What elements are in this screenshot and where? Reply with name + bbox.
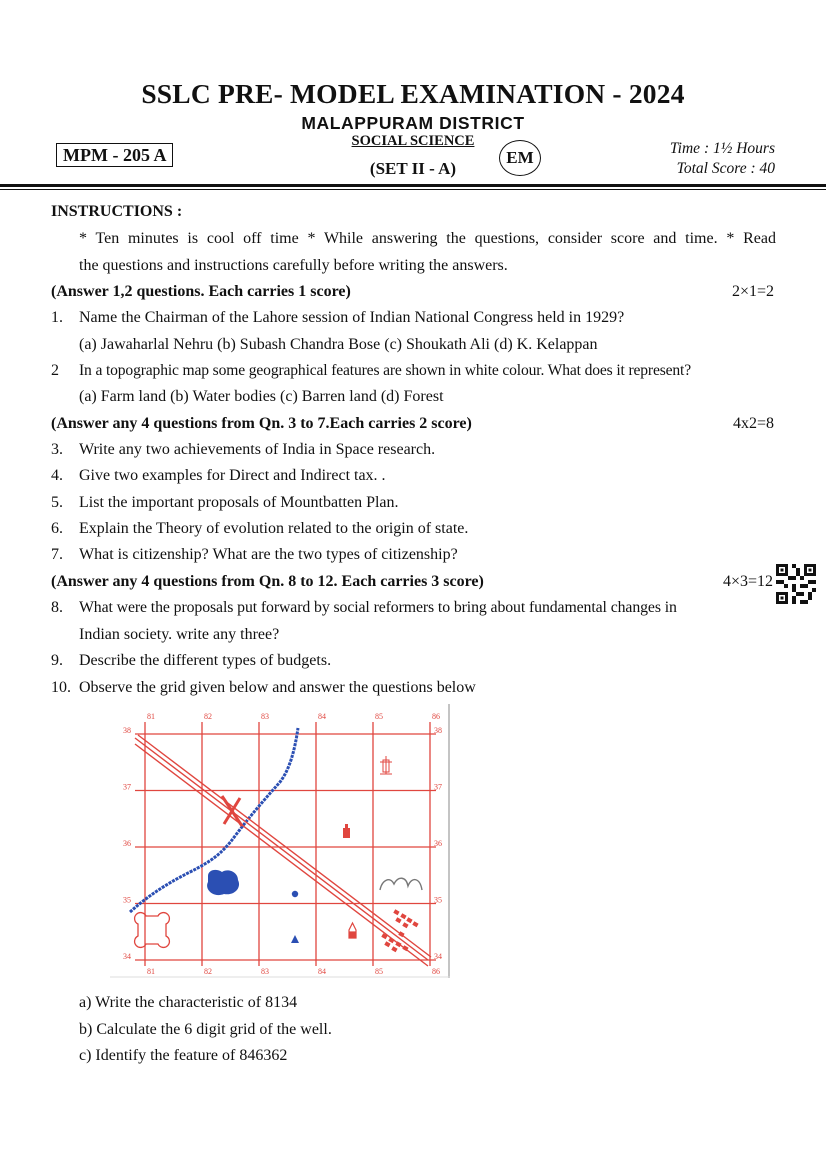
question-number: 3. (51, 441, 63, 458)
instructions-line-1: * Ten minutes is cool off time * While answering the questions, consider score and time. * Read (79, 230, 776, 247)
section-marks-3: 4×3=12 (722, 573, 773, 590)
question-options: (a) Farm land (b) Water bodies (c) Barren land (d) Forest (79, 388, 444, 405)
sub-question-a: a) Write the characteristic of 8134 (79, 994, 298, 1011)
easting-label-bottom: 82 (204, 967, 212, 976)
easting-label-top: 82 (204, 712, 212, 721)
question-text: Give two examples for Direct and Indirect tax. . (79, 467, 386, 484)
question-number: 2 (51, 362, 59, 379)
northing-label-left: 36 (123, 839, 131, 848)
question-text: Describe the different types of budgets. (79, 652, 332, 669)
question-text-continued: Indian society. write any three? (79, 626, 280, 643)
northing-label-right: 36 (434, 839, 442, 848)
set-label: (SET II - A) (369, 159, 457, 178)
medium-badge: EM (499, 140, 541, 176)
section-marks-1: 2×1=2 (731, 283, 774, 300)
tank-icon (207, 870, 239, 895)
question-number: 9. (51, 652, 63, 669)
northing-label-left: 35 (123, 895, 131, 905)
question-text: What were the proposals put forward by social reformers to bring about fundamental changes in (79, 599, 677, 616)
district-name: MALAPPURAM DISTRICT (301, 113, 525, 133)
time-allowed: Time : 1½ Hours (669, 140, 775, 157)
question-number: 8. (51, 599, 63, 616)
instructions-line-2: the questions and instructions carefully before writing the answers. (79, 257, 508, 274)
northing-label-right: 37 (434, 782, 442, 792)
section-marks-2: 4x2=8 (732, 415, 774, 432)
well-icon (292, 891, 298, 897)
easting-label-bottom: 84 (318, 967, 326, 976)
question-text: Explain the Theory of evolution related to the origin of state. (79, 520, 469, 537)
question-number: 5. (51, 494, 63, 511)
total-score: Total Score : 40 (676, 160, 775, 177)
section-heading-1: (Answer 1,2 questions. Each carries 1 score) (51, 283, 351, 300)
question-text: In a topographic map some geographical features are shown in white colour. What does it represent? (79, 362, 692, 379)
northing-label-right: 35 (434, 895, 442, 905)
easting-label-bottom: 81 (147, 967, 155, 976)
question-options: (a) Jawaharlal Nehru (b) Subash Chandra Bose (c) Shoukath Ali (d) K. Kelappan (79, 336, 598, 353)
section-heading-3: (Answer any 4 questions from Qn. 8 to 12. Each carries 3 score) (51, 573, 484, 590)
topographic-grid-map (110, 704, 450, 978)
subject-name: SOCIAL SCIENCE (351, 133, 475, 149)
header-divider-thin (0, 189, 826, 190)
easting-label-bottom: 86 (432, 967, 440, 976)
sub-question-c: c) Identify the feature of 846362 (79, 1047, 288, 1064)
question-number: 1. (51, 309, 63, 326)
exam-title: SSLC PRE- MODEL EXAMINATION - 2024 (141, 78, 685, 109)
qr-code-image (776, 564, 816, 604)
question-number: 7. (51, 546, 63, 563)
easting-label-top: 83 (261, 712, 269, 721)
question-number: 6. (51, 520, 63, 537)
easting-label-top: 85 (375, 712, 383, 721)
question-text: What is citizenship? What are the two types of citizenship? (79, 546, 458, 563)
easting-label-top: 81 (147, 712, 155, 721)
question-text: Name the Chairman of the Lahore session of Indian National Congress held in 1929? (79, 309, 625, 326)
northing-label-left: 34 (123, 952, 131, 961)
easting-label-bottom: 83 (261, 967, 269, 976)
easting-label-top: 84 (318, 712, 326, 721)
header-divider (0, 184, 826, 187)
paper-code: MPM - 205 A (56, 143, 173, 167)
question-number: 4. (51, 467, 63, 484)
question-text: Observe the grid given below and answer the questions below (79, 679, 476, 696)
northing-label-right: 38 (434, 726, 442, 735)
sub-question-b: b) Calculate the 6 digit grid of the well. (79, 1021, 332, 1038)
question-text: Write any two achievements of India in Space research. (79, 441, 436, 458)
northing-label-right: 34 (434, 952, 442, 961)
easting-label-bottom: 85 (375, 967, 383, 976)
section-heading-2: (Answer any 4 questions from Qn. 3 to 7.Each carries 2 score) (51, 415, 472, 432)
question-number: 10. (51, 679, 71, 696)
instructions-heading: INSTRUCTIONS : (51, 203, 183, 220)
easting-label-top: 86 (432, 712, 440, 721)
northing-label-left: 37 (123, 782, 131, 792)
northing-label-left: 38 (123, 726, 131, 735)
question-text: List the important proposals of Mountbatten Plan. (79, 494, 399, 511)
